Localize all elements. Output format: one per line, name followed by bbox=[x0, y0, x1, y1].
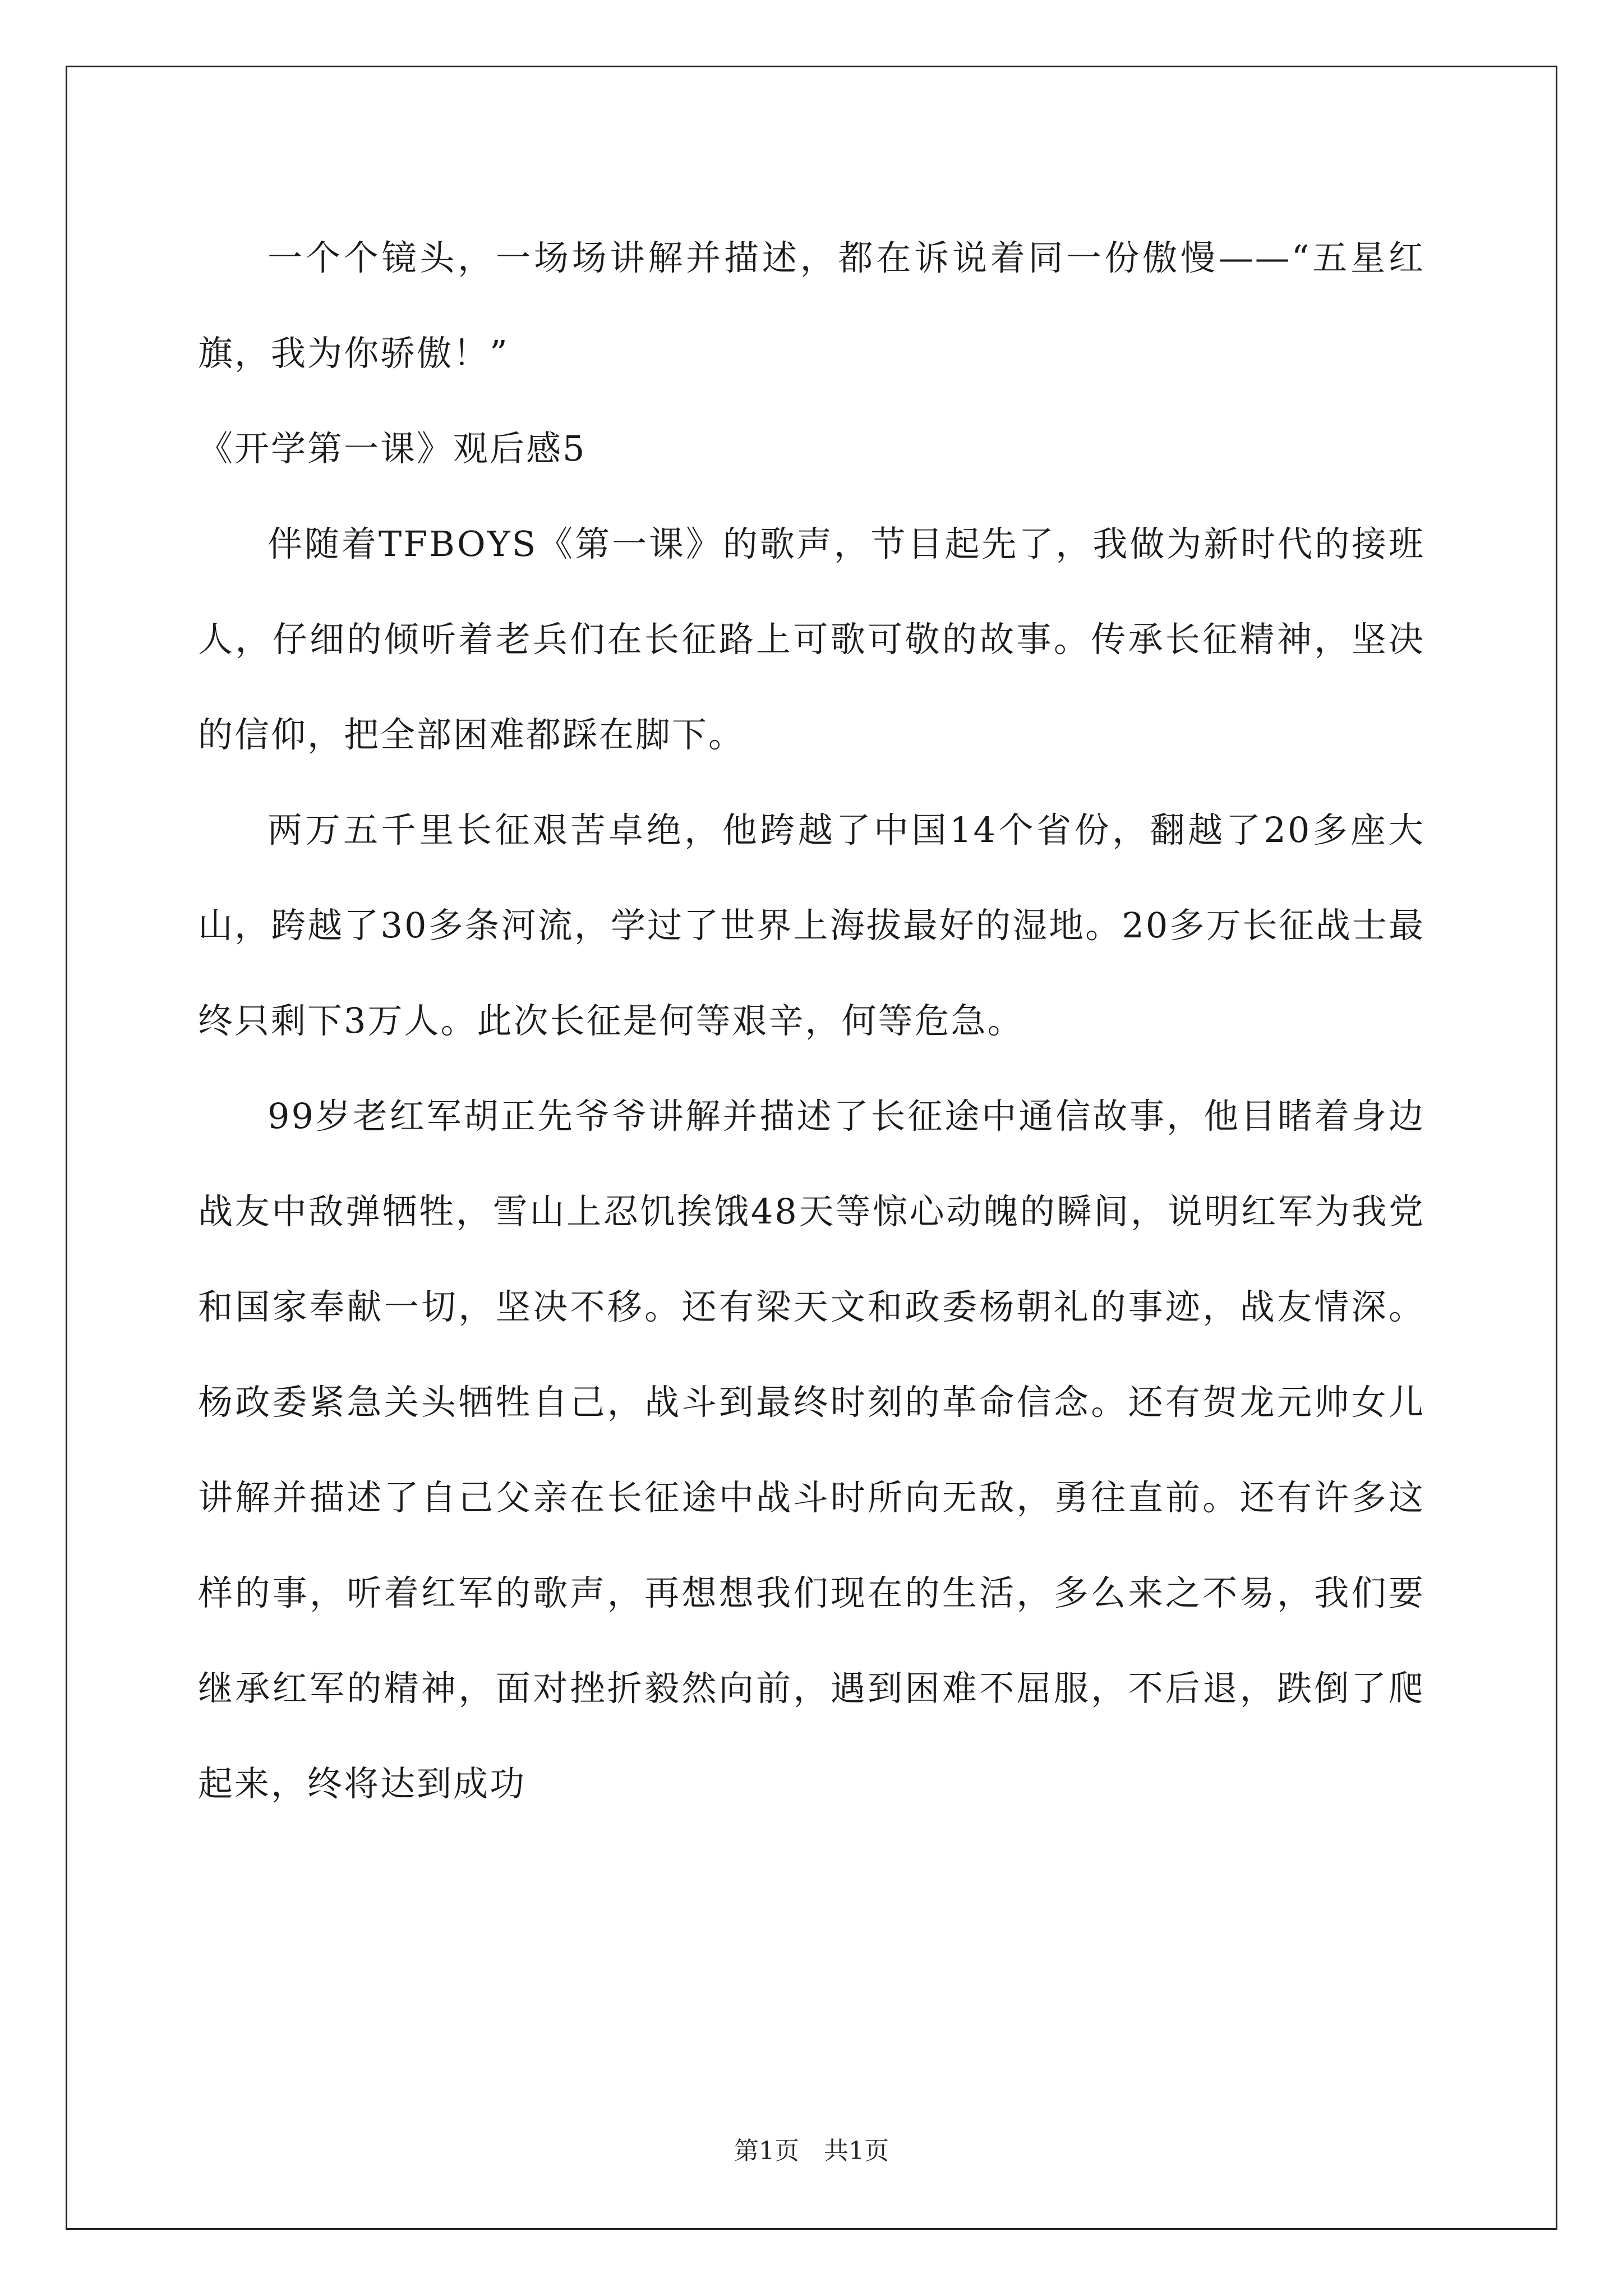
page-total: 共1页 bbox=[824, 2137, 889, 2165]
page-number: 第1页 bbox=[734, 2137, 799, 2165]
intro-paragraph: 一个个镜头，一场场讲解并描述，都在诉说着同一份傲慢——“五星红旗，我为你骄傲！” bbox=[198, 237, 1425, 374]
paragraph-1: 伴随着TFBOYS《第一课》的歌声，节目起先了，我做为新时代的接班人，仔细的倾听着老兵们在长征路上可歌可敬的故事。传承长征精神，坚决的信仰，把全部困难都踩在脚下。 bbox=[198, 523, 1425, 755]
paragraph-3: 99岁老红军胡正先爷爷讲解并描述了长征途中通信故事，他目睹着身边战友中敌弹牺牲，雪山上忍饥挨饿48天等惊心动魄的瞬间，说明红军为我党和国家奉献一切，坚决不移。还有梁天文和政委杨朝礼的事迹，战友情深。杨政委紧急关头牺牲自己，战斗到最终时刻的革命信念。还有贺龙元帅女儿讲解并描述了自己父亲在长征途中战斗时所向无敌，勇往直前。还有许多这样的事，听着红军的歌声，再想想我们现在的生活，多么来之不易，我们要继承红军的精神，面对挫折毅然向前，遇到困难不屈服，不后退，跌倒了爬起来，终将达到成功 bbox=[198, 1096, 1425, 1804]
paragraph-2: 两万五千里长征艰苦卓绝，他跨越了中国14个省份，翻越了20多座大山，跨越了30多条河流，学过了世界上海拔最好的湿地。20多万长征战士最终只剩下3万人。此次长征是何等艰辛，何等危急。 bbox=[198, 809, 1425, 1041]
document-body bbox=[198, 210, 1425, 1832]
section-title: 《开学第一课》观后感5 bbox=[198, 428, 587, 469]
page-footer bbox=[0, 2131, 1623, 2166]
